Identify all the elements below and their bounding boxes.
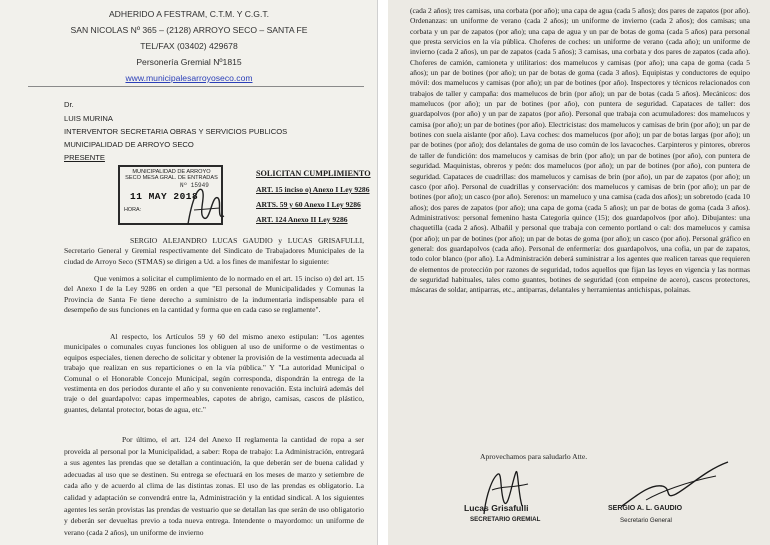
stamp-header: MUNICIPALIDAD DE ARROYO SECO MESA GRAL. DE ENTRADAS: [125, 169, 218, 182]
letter-page-2: [388, 0, 770, 545]
recipient-entity: MUNICIPALIDAD DE ARROYO SECO: [64, 140, 194, 149]
letterhead-registration: Personería Gremial Nº1815: [136, 57, 242, 67]
subject-ref-2: ARTS. 59 y 60 Anexo I Ley 9286: [256, 200, 361, 209]
letterhead-website-link[interactable]: www.municipalesarroyoseco.com: [125, 73, 253, 83]
subject-title: SOLICITAN CUMPLIMIENTO: [256, 169, 371, 178]
recipient-name: LUIS MURINA: [64, 114, 113, 123]
signer-1-title: SECRETARIO GREMIAL: [470, 516, 541, 523]
stamp-signature: [180, 180, 230, 232]
stamp-number: Nº 15949: [180, 182, 209, 189]
letterhead-address: SAN NICOLAS Nº 365 – (2128) ARROYO SECO – SANTA FE: [70, 25, 308, 35]
recipient-position: INTERVENTOR SECRETARIA OBRAS Y SERVICIOS PUBLICOS: [64, 127, 288, 136]
recipient-presente: PRESENTE: [64, 153, 105, 162]
body-paragraph-2: Que venimos a solicitar el cumplimiento de lo normado en el art. 15 inciso o) del art. 15 del Anexo I de la Ley 9286 en orden a que "El personal de Municipalidades y Comunas la Provincia de Santa Fe tiene derecho a suministro de la indumentaria indispensable para el desempeño de sus funciones en la cantidad y forma que en cada caso se reglamente".: [64, 274, 364, 315]
letter-page-1: [0, 0, 378, 545]
subject-ref-3: ART. 124 Anexo II Ley 9286: [256, 215, 348, 224]
signature-gaudio: [616, 456, 736, 512]
body-paragraph-3: Al respecto, los Artículos 59 y 60 del mismo anexo estipulan: "Los agentes municipales o comunales cuyas funciones los obliguen al uso de uniforme o de vestimentas o equipos especiales, tienen derecho de solicitar y obtener la provisión de la vestimenta adecuada al trabajo que realizan en sus reparticiones o en la vía pública." Y "La autoridad Municipal o Comunal o el Honorable Concejo Municipal, según corresponda, dispondrán la entrega de la vestimenta en dos periodos durante el año y su conveniente renovación. Esta incluirá además del traje o del guardapolvo: capas impermeables, capotes de abrigo, camisas, cascos de plástico, guantes, delantal protector, botas de agua, etc.": [64, 332, 364, 414]
signer-2-title: Secretario General: [620, 517, 672, 524]
stamp-date: 11 MAY 2018: [130, 191, 199, 202]
page2-body: (cada 2 años); tres camisas, una corbata (por año); una capa de agua (cada 5 años); dos pares de zapatos (por año). Ordenanzas: un uniforme de verano (cada 2 años); un uniforme de invierno (cada 2 años); dos camisas; una corbata y un par de zapatos (por año); una capa de agua y un par de botas de goma (cada 5 años) para personal que presta servicios en la vía pública. Choferes de coches: un uniforme de verano (cada año); un uniforme de invierno (cada 2 años), un par de zapatos (cada 5 años); 3 camisas, una corbata y dos pares de zapatos (cada año). Choferes de camión, camioneta y utilitarios: dos mamelucos y camisas (por año); una capa de goma (cada 5 años); un par de botines (por año); un par de botas de goma (cada 3 años). Equipistas y conductores de equipo móvil: dos mamelucos y camisas (por año); un par de botines (por año). Inspectores y técnicos relacionados con trabajos de taller y campaña: dos mamelucos de brin (por año); un par de botas (cada 5 años). Mecánicos: dos mamelucos (por año); un par de botines (por año), con puntera de seguridad. Capataces de taller: dos guardapolvos (por año) y un par de zapatos (por año). Personal que trabaja con acumuladores: dos mamelucos y camisa (por año); un par de botines (por año). Electricistas: dos mamelucos y camisas de brin (por año); un par de botines con suela aislante (por año). Lava coches: dos mamelucos (por año); un par de botas largas (por año); un par de botines (por año); dos delantales de goma de uso común de los lavacoches. Carpinteros y pintores, obreros de taller de fundición: dos mamelucos y camisas de brin (por año); un par de botines (por año), con puntera de seguridad. Maquinistas, obreros y peón: dos mamelucos (por año); un par de botines (por año), con puntera de seguridad. Capataces de cuadrillas: dos mamelucos y camisas de brin (por año), un par de zapatos (por año); un casco (por año). Personal de cuadrillas y conservación: dos mamelucos y camisas de brin (por año); un par de botines (por año); un casco (por año). Serenos: un mameluco y una camisa (cada dos años); un sobretodo (cada 10 años); dos pares de zapatos (por año); una capa de goma (cada 5 años); un par de botas de goma (cada 3 años). Administrativos: personal femenino hasta Categoría quince (15); dos guardapolvos (por año). Dibujantes: una chaquetilla (cada 2 años). Albañil y personal que trabaja con cemento portland o cal: dos mamelucos y camisa (por año); un par de botines (por año); un par de botas de goma (por año); un casco (por año). Personal gráfico en general: dos guardapolvos (cada año). Personal de enfermería: dos guardapolvos, una cofia, un par de zapatos, todo color blanco (por año). La Administración deberá suministrar a los agentes que realicen tareas que requieren de elementos de protección por razones de seguridad, todos aquellos que fijan las leyes en vigencia y las normas de seguridad habituales, tales como guantes, botines de seguridad (con empeine de acero), cascos protectores, máscaras de soldar, antiparras, etc., antiparras, delantales y herramientas antichispas, polainas.: [410, 6, 750, 295]
subject-ref-1: ART. 15 inciso o) Anexo I Ley 9286: [256, 185, 370, 194]
stamp-hour-label: HORA:: [124, 207, 142, 213]
letterhead-phone: TEL/FAX (03402) 429678: [140, 41, 238, 51]
recipient-salutation: Dr.: [64, 100, 74, 109]
signer-1-name: Lucas Grisafulli: [464, 503, 529, 513]
signer-2-name: SERGIO A. L. GAUDIO: [608, 505, 683, 512]
letterhead-affiliation: ADHERIDO A FESTRAM, C.T.M. Y C.G.T.: [108, 9, 270, 19]
header-divider: [28, 86, 364, 87]
closing-text: Aprovechamos para saludarlo Atte.: [480, 452, 588, 461]
body-paragraph-4: Por último, el art. 124 del Anexo II reglamenta la cantidad de ropa a ser proveída al personal por la Municipalidad, a saber: Ropa de trabajo: La Administración, entregará a sus agentes las prendas que se detallan a continuación, la que deberán ser de buena calidad y adecuadas al uso que se destinen. Su entrega se efectuará en los meses de marzo y setiembre de cada año y de acuerdo al clima de las distintas zonas. El uso de las prendas es obligatorio. La calidad y adaptación se convendrá entre la, Administración y la entidad sindical. A los siguientes agentes les serán provistas las prendas de vestuario que se detallan las que serán de uso obligatorio y deberán ser devueltas previo a toda nueva entrega. Intendente o mayordomo: un uniforme de verano (cada 2 años), un uniforme de invierno: [64, 435, 364, 537]
body-paragraph-1: SERGIO ALEJANDRO LUCAS GAUDIO y LUCAS GRISAFULLI, Secretario General y Gremial respectivamente del Sindicato de Trabajadores Municipales de la ciudad de Arroyo Seco (STMAS) se dirigen a Ud. a los fines de manifestar lo siguiente:: [64, 236, 364, 266]
